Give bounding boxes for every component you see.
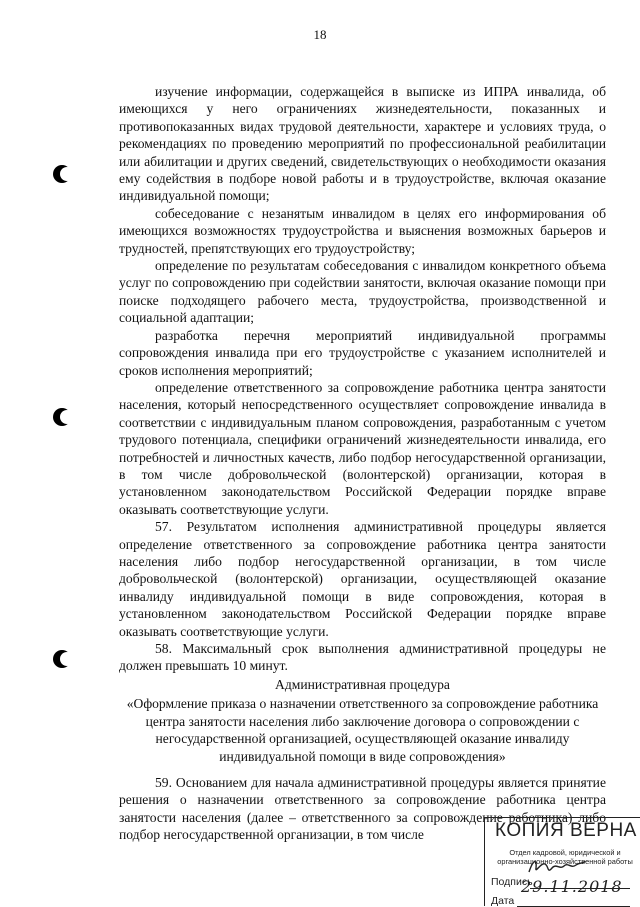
paragraph-3: определение по результатам собеседования с инвалидом конкретного объема услуг по сопровождению при содействии занятости, включая оказание помощи при поиске подходящего рабочего места, трудоустройства, производственной и социальной адаптации; [119,258,606,326]
paragraph-1: изучение информации, содержащейся в выписке из ИПРА инвалида, об имеющихся у него ограничениях жизнедеятельности, показанных и противопоказанных видах трудовой деятельности, характере и условиях труда, о рекомендациях по проведению мероприятий по профессиональной реабилитации или абилитации и других сведений, свидетельствующих о необходимости оказания ему содействия в подборе новой работы и в трудоустройстве, включая оказание индивидуальной помощи; [119,84,606,204]
paragraph-59: 59. Основанием для начала административной процедуры является принятие решения о назначении ответственного за сопровождение работника центра занятости населения (далее – ответственного за сопровождение работника) либо подбор негосударственной организации, в том числе [119,775,606,843]
stamp-department: Отдел кадровой, юридической и организационно-хозяйственной работы [497,848,633,866]
procedure-heading [119,676,606,765]
stamp-date-label: Дата [491,895,515,907]
paragraph-58: 58. Максимальный срок выполнения административной процедуры не должен превышать 10 минут. [119,641,606,674]
procedure-title: «Оформление приказа о назначении ответственного за сопровождение работника центра занятости населения либо заключение договора о сопровождении с негосударственной организацией, осуществляющей оказание инвалиду индивидуальной помощи в виде сопровождения» [126,696,599,764]
stamp-title: КОПИЯ ВЕРНА [495,820,637,841]
paragraph-2: собеседование с незанятым инвалидом в целях его информирования об имеющихся возможностях трудоустройства и выяснения возможных барьеров и трудностей, препятствующих его трудоустройству; [119,205,606,256]
stamp-signature-label: Подпись [491,876,533,888]
procedure-label: Административная процедура [275,677,450,692]
paragraph-57: 57. Результатом исполнения административной процедуры является определение ответственного за сопровождение работника центра занятости населения либо подбор негосударственной организации, в том числе добровольческой (волонтерской) организации, осуществляющей оказание инвалиду индивидуальной помощи в виде сопровождения, которая в установленном законодательством Российской Федерации порядке вправе оказывать соответствующие услуги. [119,519,606,639]
punch-hole-middle [53,408,71,426]
paragraph-4: разработка перечня мероприятий индивидуальной программы сопровождения инвалида при его трудоустройстве с указанием исполнителей и сроков исполнения мероприятий; [119,327,606,378]
handwritten-signature [527,856,587,878]
body-text [119,83,606,675]
page-number: 18 [313,27,327,42]
punch-hole-bottom [53,650,71,668]
punch-hole-top [53,165,71,183]
paragraph-5: определение ответственного за сопровождение работника центра занятости населения, который непосредственного осуществляет сопровождение инвалида в соответствии с индивидуальным планом сопровождения, разработанным с учетом трудового потенциала, специфики ограничений жизнедеятельности инвалида, его потребностей и личностных качеств, либо подбор негосударственной организации, в том числе добровольческой (волонтерской) организации, которая в установленном законодательством Российской Федерации порядке вправе оказывать соответствующие услуги. [119,379,606,517]
stamp-date-value: 29.11.2018 [521,877,623,896]
